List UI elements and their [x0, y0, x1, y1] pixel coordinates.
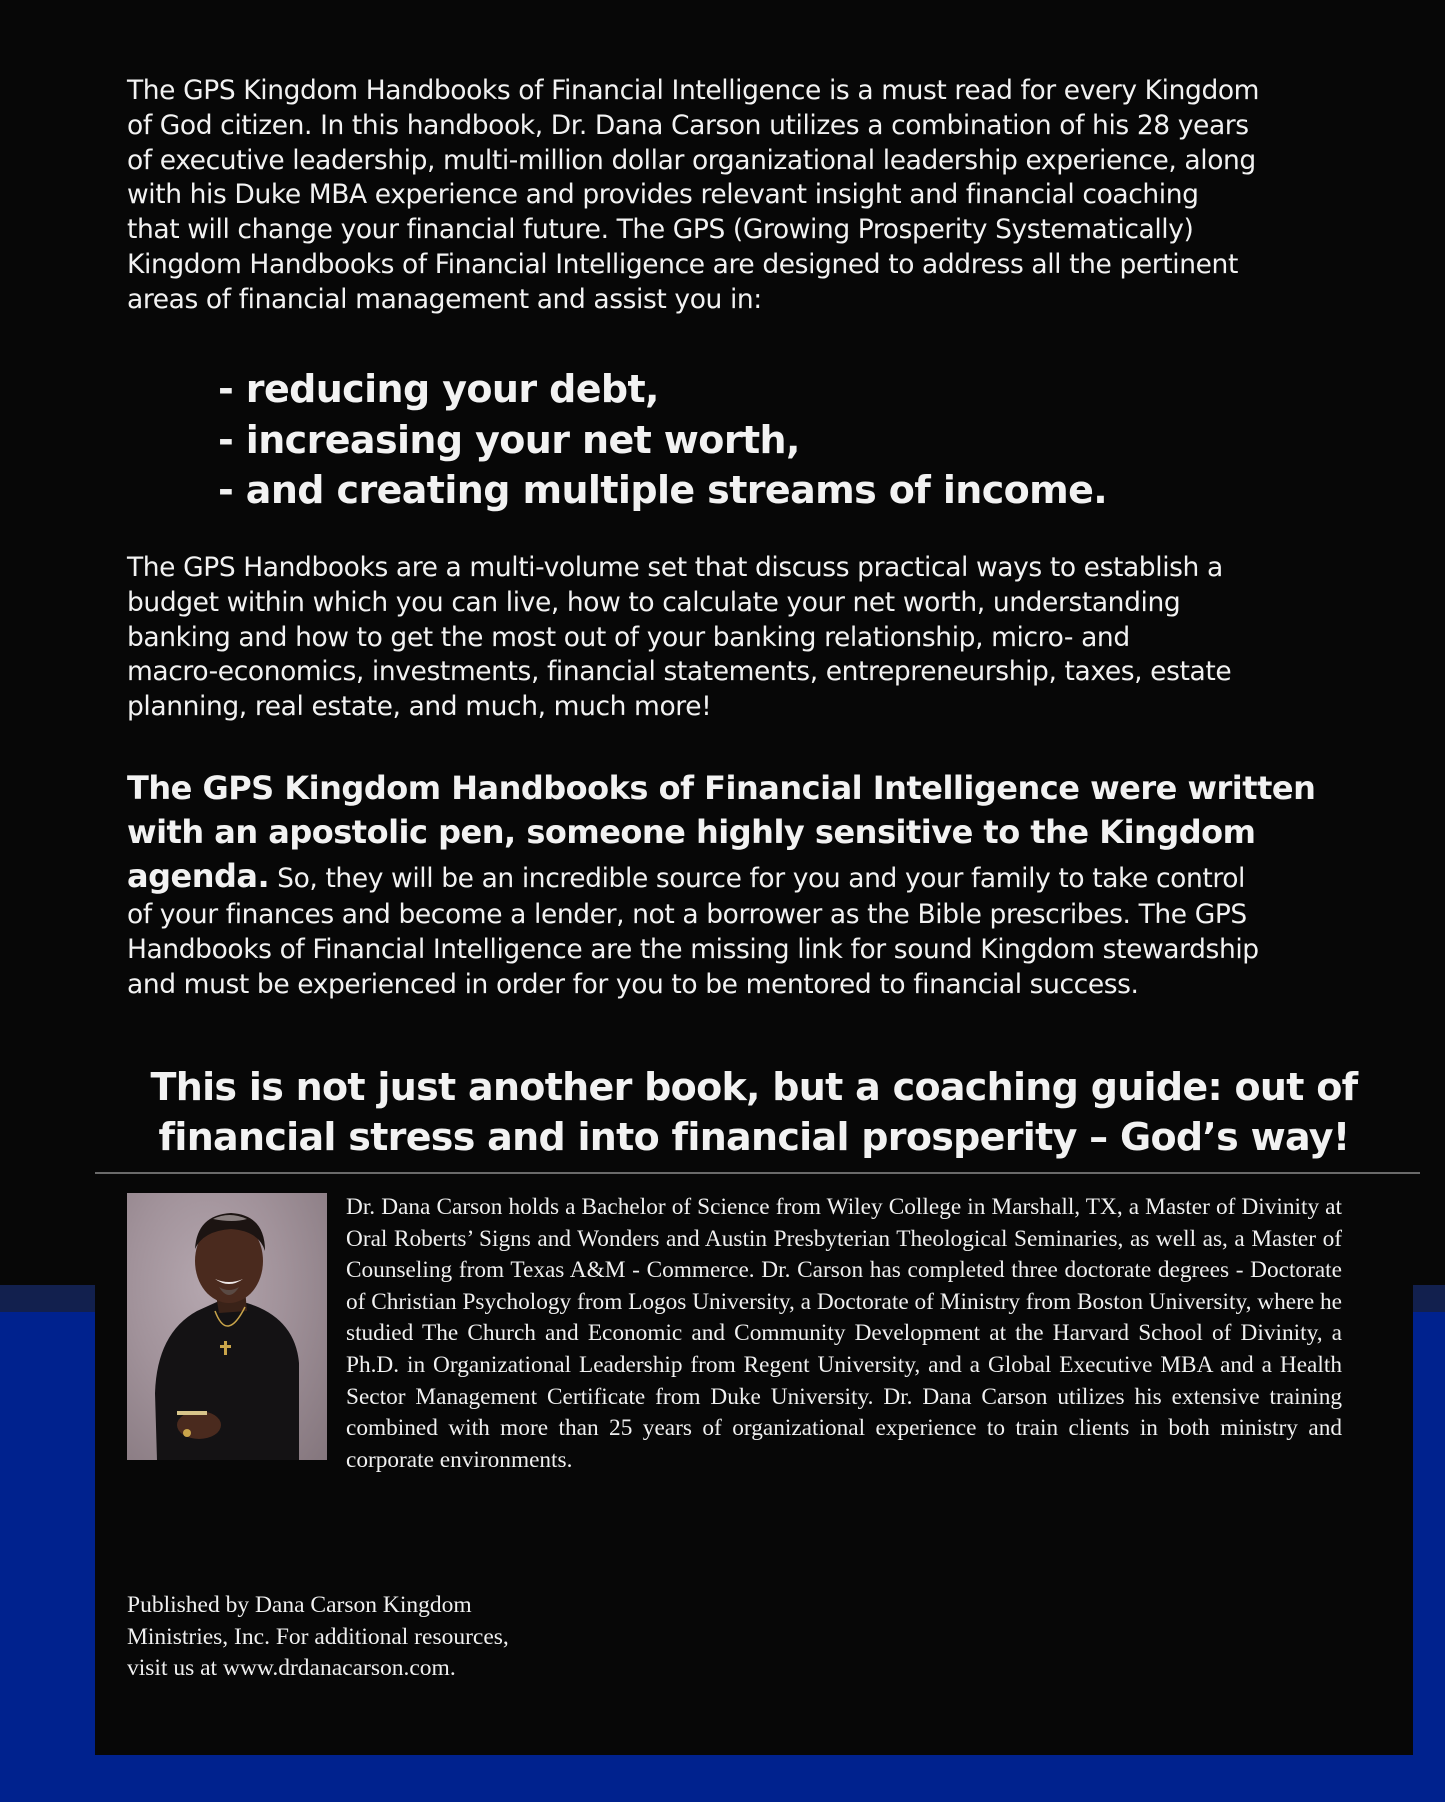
topics-line: The GPS Handbooks are a multi-volume set that discuss practical ways to establish a — [127, 552, 1223, 583]
apostolic-paragraph — [127, 766, 1357, 1002]
topics-line: macro-economics, investments, financial statements, entrepreneurship, taxes, estate — [127, 656, 1232, 688]
apostolic-text: Handbooks of Financial Intelligence are the missing link for sound Kingdom stewardship — [127, 933, 1259, 965]
publisher-line: Published by Dana Carson Kingdom — [127, 1592, 472, 1618]
apostolic-text: and must be experienced in order for you to be mentored to financial success. — [127, 968, 1139, 1000]
intro-paragraph — [127, 74, 1357, 318]
intro-line: with his Duke MBA experience and provides relevant insight and financial coaching — [127, 179, 1199, 211]
benefit-item: - increasing your net worth, — [218, 417, 800, 462]
topics-paragraph — [127, 551, 1357, 725]
author-photo — [127, 1193, 327, 1460]
section-divider — [95, 1172, 1420, 1174]
author-bio: Dr. Dana Carson holds a Bachelor of Science from Wiley College in Marshall, TX, a Master of Divinity at Oral Roberts’ Signs and Wonders and Austin Presbyterian Theological Seminaries, as well as, a Master of Counseling from Texas A&M - Commerce. Dr. Carson has completed three doctorate degrees - Doctorate of Christian Psychology from Logos University, a Doctorate of Ministry from Boston University, where he studied The Church and Economic and Community Development at the Harvard School of Divinity, a Ph.D. in Organizational Leadership from Regent University, and a Global Executive MBA and a Health Sector Management Certificate from Duke University. Dr. Dana Carson utilizes his extensive training combined with more than 25 years of organizational experience to train clients in both ministry and corporate environments. — [346, 1194, 1342, 1473]
tagline-line: financial stress and into financial prosperity – God’s way! — [158, 1115, 1350, 1159]
tagline — [95, 1062, 1413, 1162]
intro-line: The GPS Kingdom Handbooks of Financial Intelligence is a must read for every Kingdom — [127, 75, 1260, 106]
benefit-item: - and creating multiple streams of income. — [218, 468, 1108, 512]
intro-line: of executive leadership, multi-million dollar organizational leadership experience, along — [127, 144, 1256, 176]
publisher-website: visit us at www.drdanacarson.com. — [127, 1655, 456, 1681]
apostolic-lead: agenda. — [127, 857, 270, 895]
apostolic-lead: The GPS Kingdom Handbooks of Financial Intelligence were written — [127, 769, 1316, 807]
topics-line: budget within which you can live, how to calculate your net worth, understanding — [127, 586, 1181, 618]
intro-line: of God citizen. In this handbook, Dr. Dana Carson utilizes a combination of his 28 years — [127, 109, 1249, 141]
topics-line: banking and how to get the most out of your banking relationship, micro- and — [127, 621, 1130, 653]
intro-line: that will change your financial future. The GPS (Growing Prosperity Systematically) — [127, 214, 1194, 246]
intro-line: Kingdom Handbooks of Financial Intelligence are designed to address all the pertinent — [127, 248, 1238, 280]
apostolic-text: So, they will be an incredible source for you and your family to take control — [269, 863, 1246, 894]
benefits-list — [218, 364, 1107, 516]
intro-line: areas of financial management and assist you in: — [127, 283, 762, 315]
topics-line: planning, real estate, and much, much more! — [127, 691, 712, 723]
tagline-line: This is not just another book, but a coaching guide: out of — [150, 1065, 1358, 1109]
apostolic-lead: with an apostolic pen, someone highly sensitive to the Kingdom — [127, 813, 1256, 851]
publisher-info — [127, 1590, 587, 1685]
author-portrait-icon — [127, 1193, 327, 1460]
benefit-item: - reducing your debt, — [218, 367, 659, 411]
apostolic-text: of your finances and become a lender, not a borrower as the Bible prescribes. The GPS — [127, 899, 1247, 930]
publisher-line: Ministries, Inc. For additional resources, — [127, 1623, 509, 1650]
